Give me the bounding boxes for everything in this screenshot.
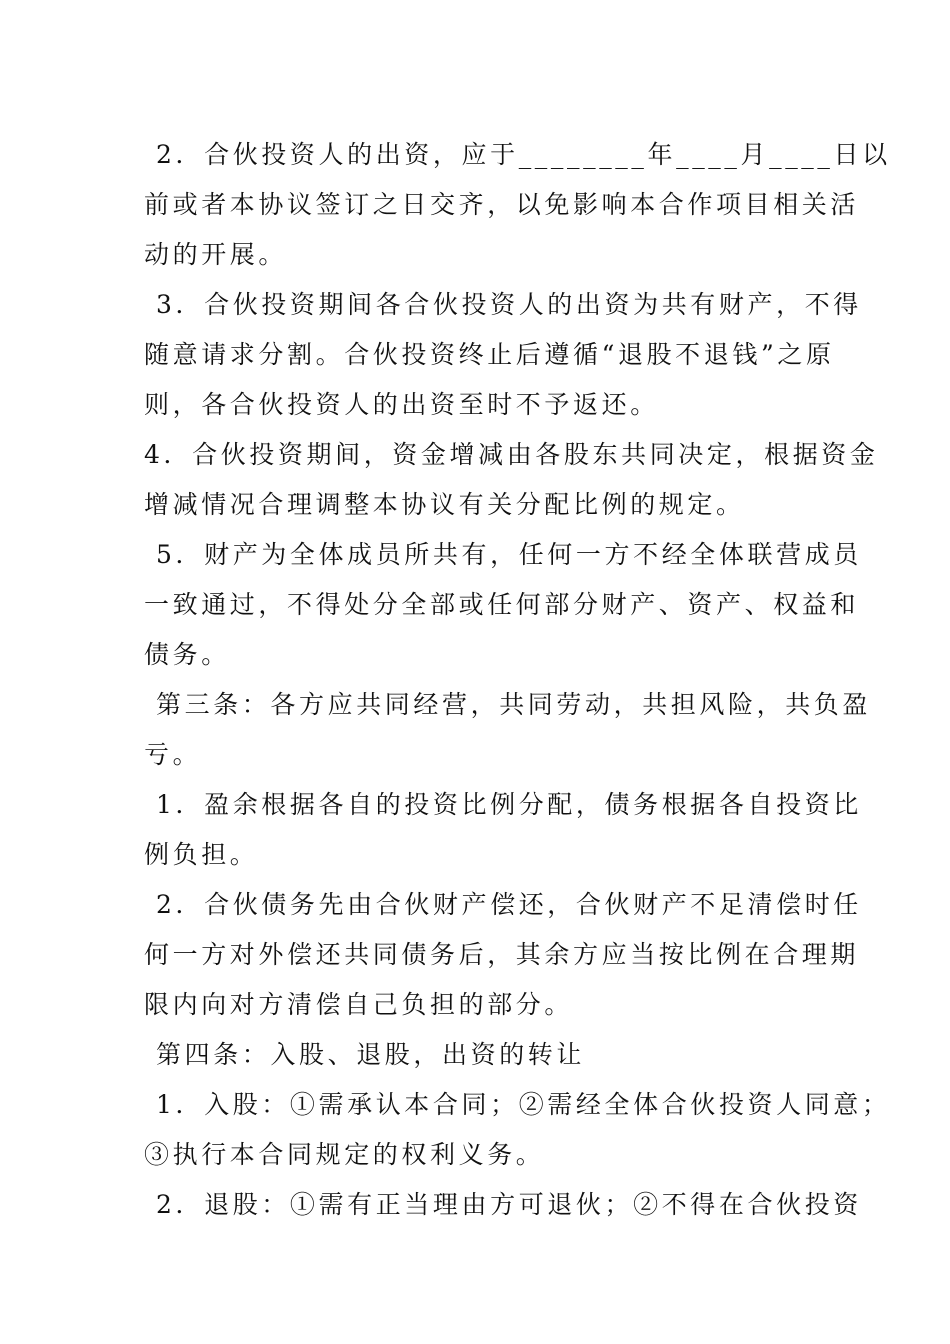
text-line: 4．合伙投资期间，资金增减由各股东共同决定，根据资金 [144, 440, 879, 469]
document-body [144, 130, 891, 1230]
text-line: 5．财产为全体成员所共有，任何一方不经全体联营成员 [156, 540, 862, 569]
text-line: 1．入股：①需承认本合同；②需经全体合伙投资人同意； [156, 1090, 891, 1119]
text-line: 亏。 [144, 740, 202, 769]
text-line: ③执行本合同规定的权利义务。 [144, 1140, 545, 1169]
text-line: 2．退股：①需有正当理由方可退伙；②不得在合伙投资 [156, 1190, 862, 1219]
text-line: 则，各合伙投资人的出资至时不予返还。 [144, 390, 659, 419]
section-heading: 第四条：入股、退股，出资的转让 [156, 1040, 586, 1069]
text-line: 何一方对外偿还共同债务后，其余方应当按比例在合理期 [144, 940, 860, 969]
text-line: 3．合伙投资期间各合伙投资人的出资为共有财产，不得 [156, 290, 862, 319]
text-line: 1．盈余根据各自的投资比例分配，债务根据各自投资比 [156, 790, 862, 819]
text-line: 前或者本协议签订之日交齐，以免影响本合作项目相关活 [144, 190, 860, 219]
text-line: 2．合伙投资人的出资，应于________年____月____日以 [156, 140, 891, 169]
text-line: 随意请求分割。合伙投资终止后遵循“退股不退钱”之原 [144, 340, 835, 369]
text-line: 例负担。 [144, 840, 259, 869]
section-heading: 第三条：各方应共同经营，共同劳动，共担风险，共负盈 [156, 690, 872, 719]
text-line: 限内向对方清偿自己负担的部分。 [144, 990, 574, 1019]
text-line: 债务。 [144, 640, 230, 669]
text-line: 一致通过，不得处分全部或任何部分财产、资产、权益和 [144, 590, 860, 619]
text-line: 增减情况合理调整本协议有关分配比例的规定。 [144, 490, 745, 519]
text-line: 2．合伙债务先由合伙财产偿还，合伙财产不足清偿时任 [156, 890, 862, 919]
text-line: 动的开展。 [144, 240, 288, 269]
